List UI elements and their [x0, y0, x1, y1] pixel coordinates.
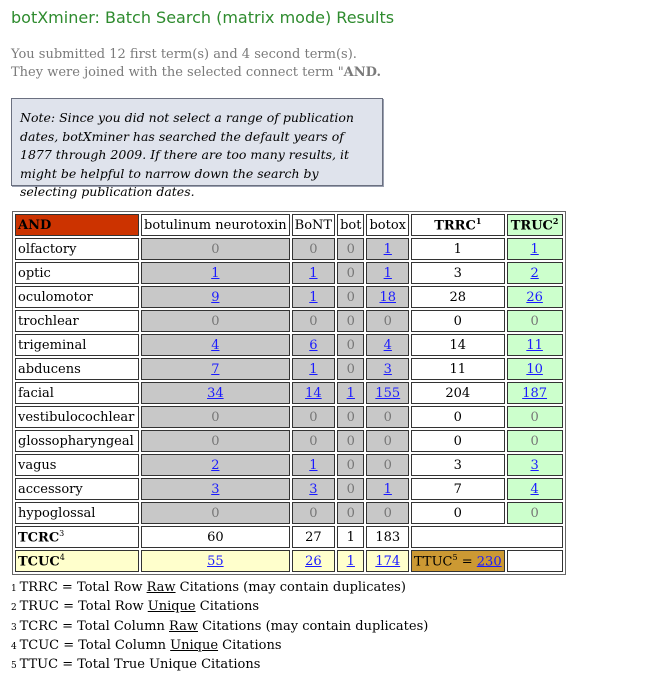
trrc-cell: 14 [411, 334, 505, 356]
count: 0 [309, 313, 318, 329]
footnote-marker: 3 [59, 528, 65, 538]
count-cell [337, 238, 364, 260]
table-row [15, 334, 563, 356]
tcrc-label-text: TCRC [18, 530, 60, 546]
tcrc-cell: 27 [292, 526, 335, 548]
count-cell[interactable] [292, 382, 335, 404]
count-link[interactable]: 1 [211, 265, 220, 281]
table-row [15, 310, 563, 332]
truc-cell[interactable] [507, 262, 563, 284]
row-label: hypoglossal [15, 502, 139, 524]
truc-cell [507, 430, 563, 452]
trrc-cell: 0 [411, 430, 505, 452]
tcuc-cell[interactable] [366, 550, 409, 572]
footnote-text: Citations [195, 599, 260, 615]
truc-count-link[interactable]: 4 [530, 481, 539, 497]
column-header: bot [337, 214, 364, 236]
trrc-cell: 3 [411, 454, 505, 476]
count-cell [337, 262, 364, 284]
footnote-emphasis: Raw [146, 580, 176, 595]
trrc-cell: 0 [411, 310, 505, 332]
count-cell[interactable] [141, 286, 290, 308]
count-cell [141, 238, 290, 260]
footnote-line [11, 579, 428, 598]
count: 0 [383, 505, 392, 521]
submission-line-2: They were joined with the selected connect term "AND. [11, 65, 381, 80]
equals-sign: = [457, 554, 477, 570]
truc-cell[interactable] [507, 358, 563, 380]
count-cell [292, 310, 335, 332]
count: 0 [346, 241, 355, 257]
count: 0 [211, 313, 220, 329]
count-cell[interactable] [292, 358, 335, 380]
count: 0 [346, 265, 355, 281]
count: 0 [346, 409, 355, 425]
footnote-emphasis: Unique [147, 599, 196, 615]
tcuc-label-text: TCUC [18, 554, 60, 570]
count-cell [337, 358, 364, 380]
truc-cell [507, 310, 563, 332]
count: 0 [346, 313, 355, 329]
count-link[interactable]: 2 [211, 457, 220, 473]
row-label: oculomotor [15, 286, 139, 308]
count-cell [337, 454, 364, 476]
row-label: accessory [15, 478, 139, 500]
tcuc-row [15, 550, 563, 572]
empty-cell [411, 526, 563, 548]
table-row [15, 502, 563, 524]
tcuc-count-link[interactable]: 174 [375, 553, 401, 569]
count-link[interactable]: 1 [383, 265, 392, 281]
truc-count-link[interactable]: 10 [526, 361, 543, 377]
count-link[interactable]: 1 [309, 289, 318, 305]
truc-count: 0 [530, 313, 539, 329]
column-header: botox [366, 214, 409, 236]
count-link[interactable]: 6 [309, 337, 318, 353]
count-cell[interactable] [366, 262, 409, 284]
table-row [15, 430, 563, 452]
tcuc-cell[interactable] [141, 550, 290, 572]
count-cell[interactable] [366, 382, 409, 404]
count-cell [366, 502, 409, 524]
footnote-number: 5 [11, 661, 20, 672]
truc-count-link[interactable]: 11 [526, 337, 543, 353]
submission-line-1: You submitted 12 first term(s) and 4 second term(s). [11, 47, 357, 62]
count-cell [141, 430, 290, 452]
count-link[interactable]: 1 [309, 265, 318, 281]
table-row [15, 406, 563, 428]
tcrc-cell: 60 [141, 526, 290, 548]
page-title: botXminer: Batch Search (matrix mode) Results [11, 8, 395, 27]
results-matrix [12, 211, 566, 575]
footnote-line [11, 598, 428, 617]
truc-count: 0 [530, 505, 539, 521]
footnote-text: Citations (may contain duplicates) [175, 580, 406, 595]
count-link[interactable]: 18 [379, 289, 397, 305]
count: 0 [211, 433, 220, 449]
trrc-cell: 0 [411, 406, 505, 428]
table-row [15, 478, 563, 500]
trrc-header: TRRC$^1$ [411, 214, 505, 236]
column-header: botulinum neurotoxin [141, 214, 290, 236]
truc-count-link[interactable]: 2 [530, 265, 539, 281]
count-link[interactable]: 155 [375, 385, 401, 401]
footnote-number: 1 [11, 584, 20, 594]
footnote-text: TTUC = Total True Unique Citations [19, 657, 261, 673]
tcrc-label [15, 526, 139, 548]
count-cell [337, 430, 364, 452]
count-cell[interactable] [366, 334, 409, 356]
count-link[interactable]: 3 [383, 361, 392, 377]
count-cell [366, 310, 409, 332]
date-range-note: Note: Since you did not select a range of publication dates, botXminer has searched the default years of 1877 through 2009. If there are too many results, it might be helpful to narrow down the search by selecting publication dates. [11, 98, 383, 186]
count-cell[interactable] [292, 334, 335, 356]
count-link[interactable]: 4 [211, 337, 220, 353]
count-cell [292, 430, 335, 452]
count: 0 [309, 409, 318, 425]
count-cell [337, 406, 364, 428]
count-link[interactable]: 3 [211, 481, 220, 497]
count: 0 [309, 433, 318, 449]
count: 0 [211, 409, 220, 425]
trrc-cell: 0 [411, 502, 505, 524]
tcuc-label [15, 550, 139, 572]
truc-cell[interactable] [507, 382, 563, 404]
footnote-marker: 1 [475, 216, 482, 227]
count-cell[interactable] [292, 286, 335, 308]
connect-term: AND. [343, 65, 381, 80]
count-cell[interactable] [141, 382, 290, 404]
table-row [15, 238, 563, 260]
count-link[interactable]: 9 [211, 289, 220, 305]
truc-cell [507, 406, 563, 428]
count-cell[interactable] [366, 286, 409, 308]
footnote-number: 3 [11, 622, 20, 633]
tcuc-cell[interactable] [337, 550, 364, 572]
count: 0 [383, 409, 392, 425]
truc-count-link[interactable]: 26 [526, 289, 543, 305]
count: 0 [346, 289, 355, 305]
table-row [15, 454, 563, 476]
row-label: trochlear [15, 310, 139, 332]
tcuc-count-link[interactable]: 26 [305, 553, 322, 569]
count: 0 [383, 457, 392, 473]
count-cell[interactable] [141, 358, 290, 380]
footnote-marker: 2 [552, 216, 559, 227]
count: 0 [309, 505, 318, 521]
row-label: vestibulocochlear [15, 406, 139, 428]
ttuc-link[interactable]: 230 [476, 554, 502, 570]
count-link[interactable]: 1 [309, 457, 318, 473]
truc-count: 0 [530, 433, 539, 449]
footnote-marker: 4 [59, 552, 65, 562]
tcuc-count-link[interactable]: 55 [207, 553, 224, 569]
row-label: olfactory [15, 238, 139, 260]
tcrc-cell: 1 [337, 526, 364, 548]
count: 0 [346, 337, 355, 353]
truc-cell[interactable] [507, 478, 563, 500]
count-link[interactable]: 1 [309, 361, 318, 377]
header-row [15, 214, 563, 236]
count-cell [337, 334, 364, 356]
footnote-text: TRRC = Total Row [19, 580, 147, 595]
count-cell [292, 406, 335, 428]
footnotes [11, 579, 428, 675]
truc-header: TRUC$^2$ [507, 214, 563, 236]
count-link[interactable]: 1 [383, 481, 392, 497]
count-cell[interactable] [366, 358, 409, 380]
trrc-cell: 28 [411, 286, 505, 308]
count-link[interactable]: 7 [211, 361, 220, 377]
count: 0 [309, 241, 318, 257]
footnote-text: TRUC = Total Row [19, 599, 148, 615]
footnote-number: 4 [11, 641, 20, 652]
count-cell[interactable] [292, 262, 335, 284]
trrc-cell: 3 [411, 262, 505, 284]
ttuc-cell[interactable] [411, 550, 505, 572]
truc-cell [507, 502, 563, 524]
row-label: abducens [15, 358, 139, 380]
count-cell [141, 310, 290, 332]
count-link[interactable]: 1 [346, 385, 355, 401]
count-cell [337, 286, 364, 308]
count-cell [292, 502, 335, 524]
tcrc-row [15, 526, 563, 548]
truc-cell[interactable] [507, 238, 563, 260]
count-cell[interactable] [141, 478, 290, 500]
tcuc-count-link[interactable]: 1 [346, 553, 355, 569]
count-cell[interactable] [366, 238, 409, 260]
count: 0 [211, 241, 220, 257]
table-row [15, 358, 563, 380]
row-label: vagus [15, 454, 139, 476]
count-link[interactable]: 4 [383, 337, 392, 353]
count-cell[interactable] [292, 454, 335, 476]
count-cell [366, 454, 409, 476]
row-label: glossopharyngeal [15, 430, 139, 452]
count-cell [141, 502, 290, 524]
table-row [15, 382, 563, 404]
footnote-text: TCRC = Total Column [19, 618, 169, 634]
row-label: optic [15, 262, 139, 284]
count-cell [337, 502, 364, 524]
count-cell[interactable] [141, 454, 290, 476]
count: 0 [346, 481, 355, 497]
count: 0 [211, 505, 220, 521]
footnote-text: Citations (may contain duplicates) [197, 618, 429, 634]
footnote-line [11, 656, 428, 675]
count-cell [292, 238, 335, 260]
count: 0 [346, 433, 355, 449]
footnote-text: Citations [218, 637, 282, 653]
footnote-number: 2 [11, 603, 20, 614]
connect-term-header: AND [15, 214, 139, 236]
row-label: trigeminal [15, 334, 139, 356]
count-link[interactable]: 1 [383, 241, 392, 257]
count-cell [337, 310, 364, 332]
trrc-cell: 11 [411, 358, 505, 380]
trrc-cell: 7 [411, 478, 505, 500]
count: 0 [383, 313, 392, 329]
truc-cell[interactable] [507, 286, 563, 308]
truc-count: 0 [530, 409, 539, 425]
table-row [15, 286, 563, 308]
footnote-text: TCUC = Total Column [19, 637, 171, 653]
truc-count-link[interactable]: 1 [530, 241, 539, 257]
count-cell [366, 430, 409, 452]
footnote-marker: 5 [452, 552, 458, 562]
count-link[interactable]: 3 [309, 481, 318, 497]
footnote-emphasis: Raw [169, 618, 198, 634]
footnote-emphasis: Unique [170, 637, 219, 653]
truc-count-link[interactable]: 3 [530, 457, 539, 473]
truc-count-link[interactable]: 187 [522, 385, 548, 401]
count-cell[interactable] [292, 478, 335, 500]
footnote-line [11, 618, 428, 637]
count-cell [337, 478, 364, 500]
row-label: facial [15, 382, 139, 404]
ttuc-label: TTUC [414, 554, 453, 570]
trrc-cell: 1 [411, 238, 505, 260]
count: 0 [346, 457, 355, 473]
count-cell[interactable] [141, 334, 290, 356]
count-cell[interactable] [337, 382, 364, 404]
truc-cell[interactable] [507, 334, 563, 356]
table-row [15, 262, 563, 284]
count: 0 [383, 433, 392, 449]
column-header: BoNT [292, 214, 335, 236]
footnote-line [11, 637, 428, 656]
truc-cell[interactable] [507, 454, 563, 476]
count-cell [366, 406, 409, 428]
count-cell[interactable] [141, 262, 290, 284]
tcuc-cell[interactable] [292, 550, 335, 572]
trrc-cell: 204 [411, 382, 505, 404]
count-cell [141, 406, 290, 428]
tcrc-cell: 183 [366, 526, 409, 548]
empty-cell [507, 550, 563, 572]
submission-summary [11, 46, 381, 82]
count: 0 [346, 361, 355, 377]
count: 0 [346, 505, 355, 521]
count-link[interactable]: 34 [207, 385, 224, 401]
count-link[interactable]: 14 [305, 385, 322, 401]
count-cell[interactable] [366, 478, 409, 500]
